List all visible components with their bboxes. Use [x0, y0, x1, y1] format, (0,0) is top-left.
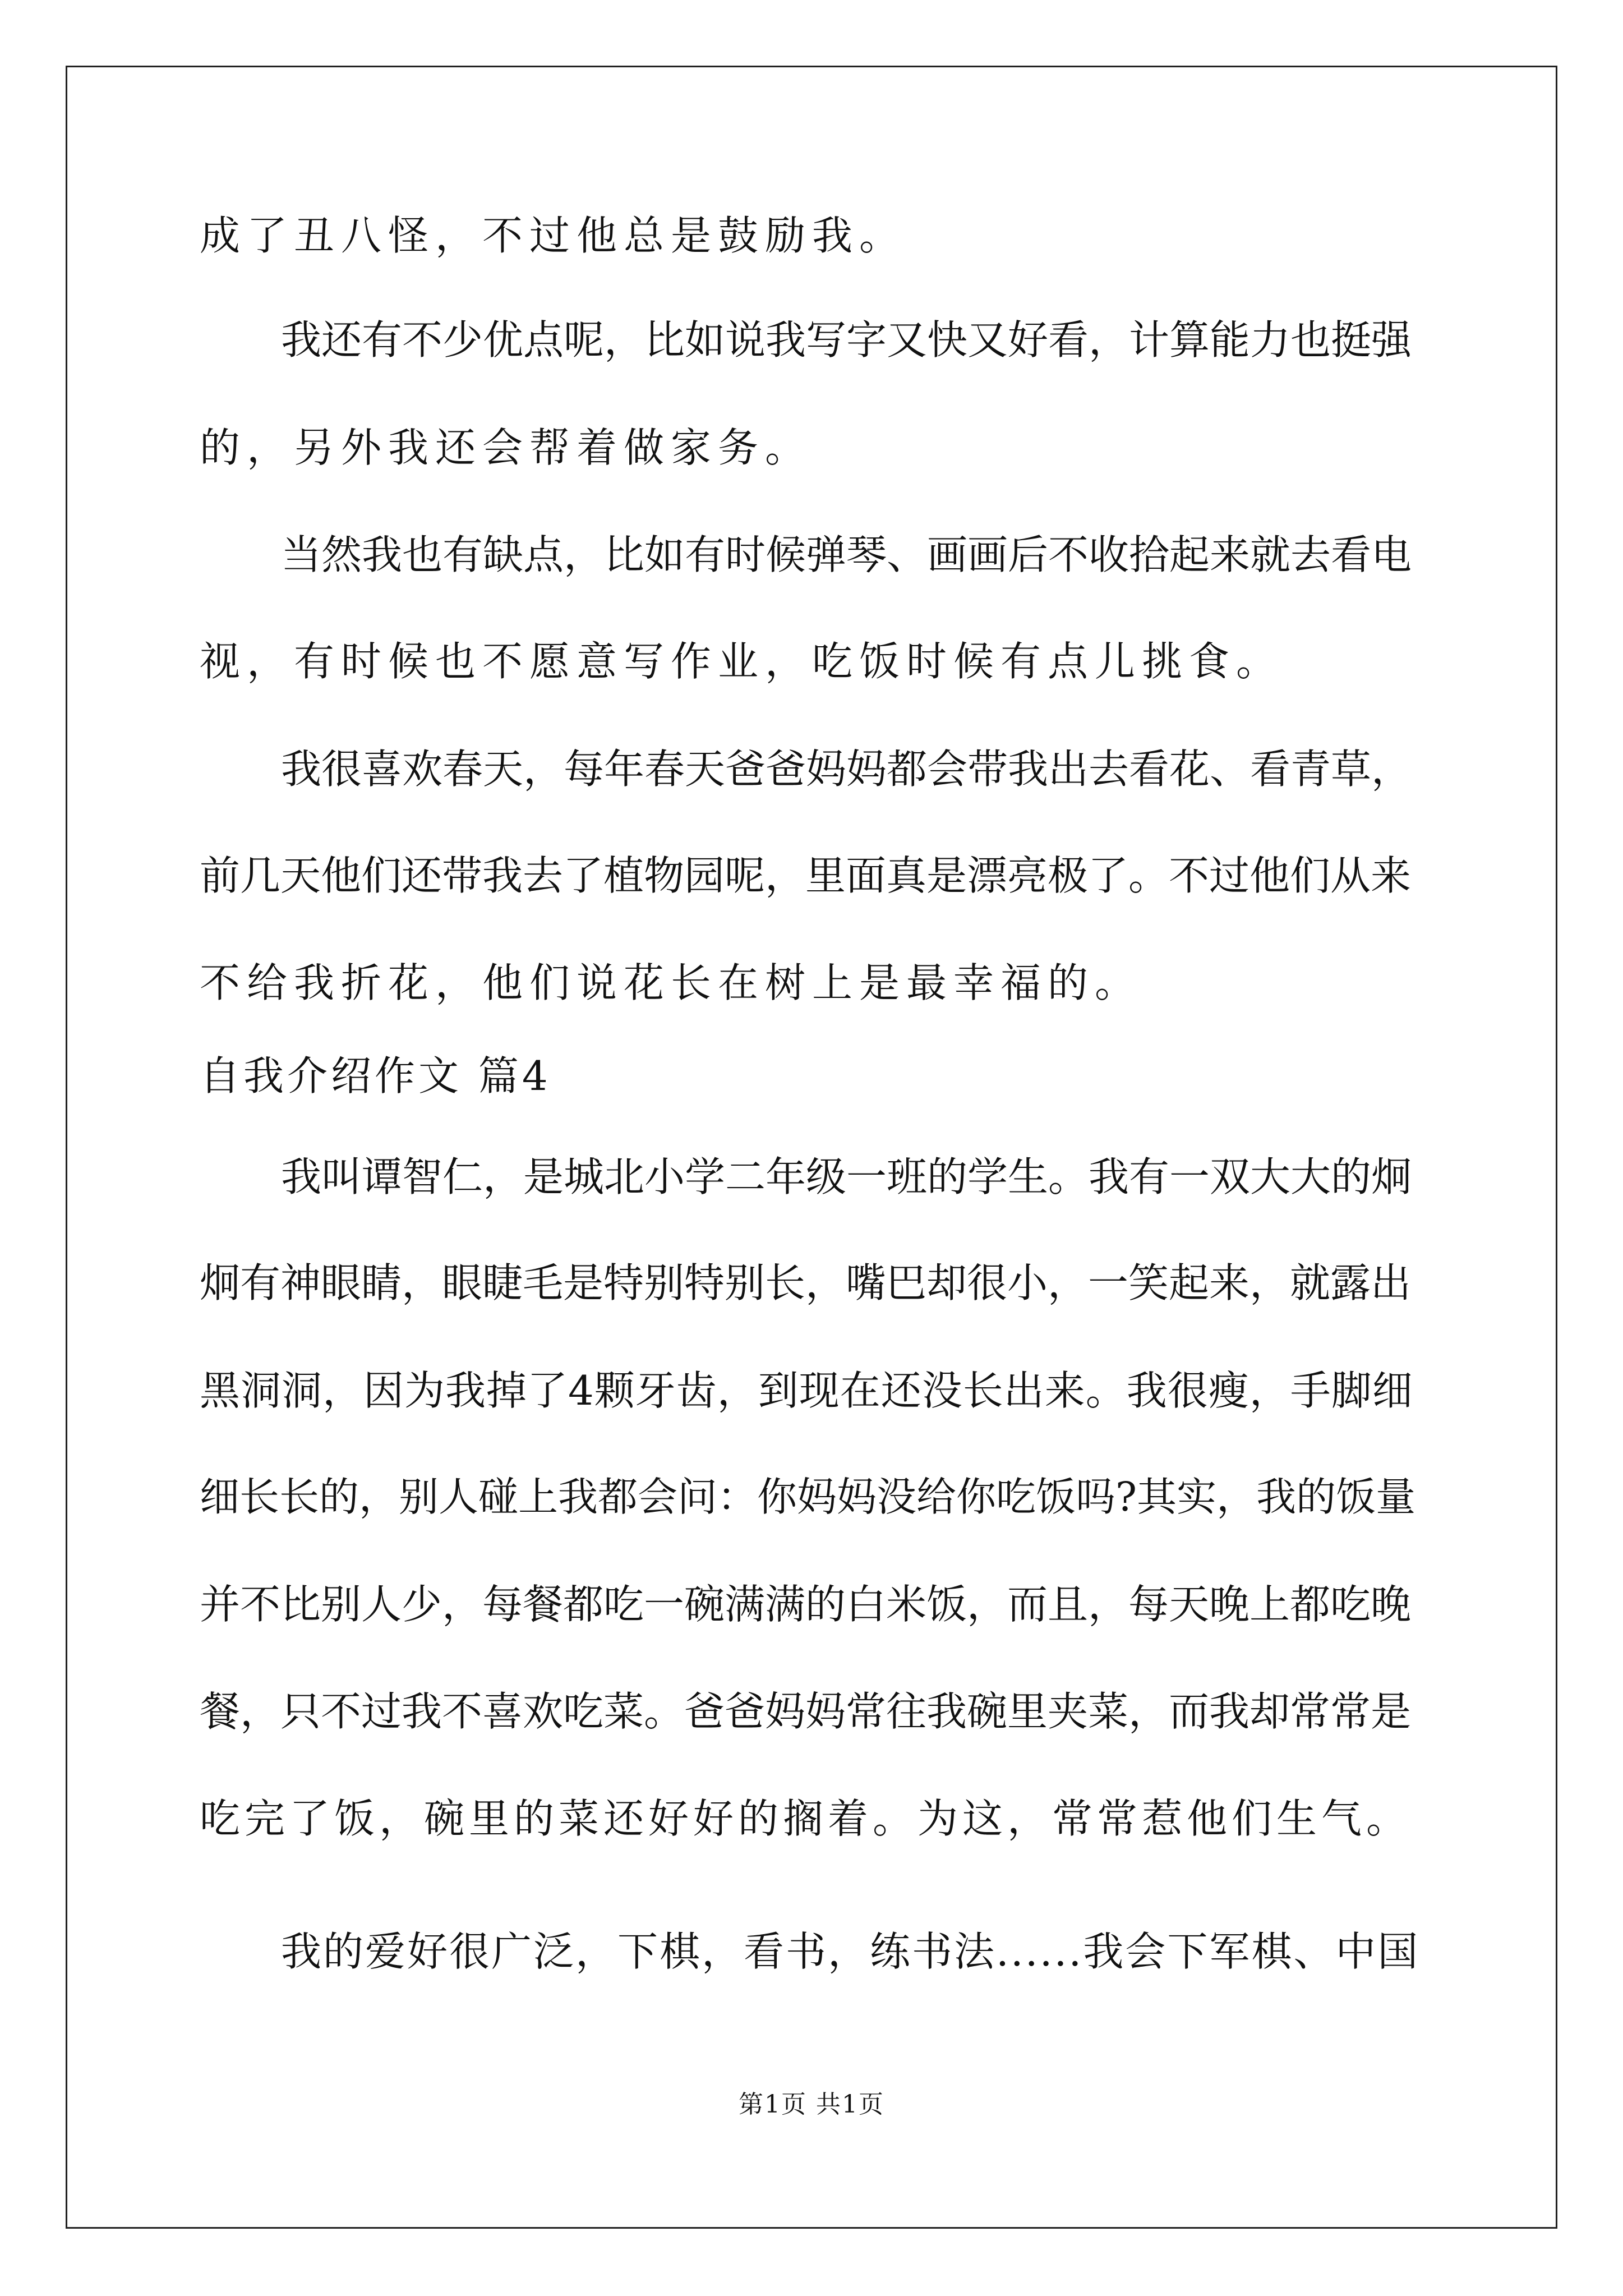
text-line: 视，有时候也不愿意写作业，吃饭时候有点儿挑食。 — [200, 638, 1284, 685]
text-line: 我还有不少优点呢，比如说我写字又快又好看，计算能力也挺强 — [281, 316, 1412, 364]
text-line: 我很喜欢春天，每年春天爸爸妈妈都会带我出去看花、看青草， — [281, 746, 1412, 793]
text-line: 餐，只不过我不喜欢吃菜。爸爸妈妈常往我碗里夹菜，而我却常常是 — [200, 1688, 1412, 1735]
text-line: 前几天他们还带我去了植物园呢，里面真是漂亮极了。不过他们从来 — [200, 852, 1412, 899]
text-line: 我叫谭智仁，是城北小学二年级一班的学生。我有一双大大的炯 — [281, 1153, 1412, 1200]
text-line: 并不比别人少，每餐都吃一碗满满的白米饭，而且，每天晚上都吃晚 — [200, 1581, 1412, 1628]
text-line: 黑洞洞，因为我掉了4颗牙齿，到现在还没长出来。我很瘦，手脚细 — [200, 1367, 1413, 1414]
section-heading: 自我介绍作文 篇4 — [200, 1052, 551, 1099]
text-line: 炯有神眼睛，眼睫毛是特别特别长，嘴巴却很小，一笑起来，就露出 — [200, 1259, 1412, 1306]
text-line: 的，另外我还会帮着做家务。 — [200, 424, 813, 471]
text-line: 吃完了饭，碗里的菜还好好的搁着。为这，常常惹他们生气。 — [200, 1795, 1412, 1842]
page-border — [66, 66, 1557, 2229]
text-line: 我的爱好很广泛，下棋，看书，练书法......我会下军棋、中国 — [281, 1928, 1420, 1975]
text-line: 细长长的，别人碰上我都会问：你妈妈没给你吃饭吗?其实，我的饭量 — [200, 1474, 1416, 1520]
page-footer: 第1页 共1页 — [739, 2090, 884, 2119]
text-line: 不给我折花，他们说花长在树上是最幸福的。 — [200, 959, 1142, 1006]
text-line: 成了丑八怪，不过他总是鼓励我。 — [200, 212, 907, 259]
text-line: 当然我也有缺点，比如有时候弹琴、画画后不收拾起来就去看电 — [281, 531, 1412, 578]
